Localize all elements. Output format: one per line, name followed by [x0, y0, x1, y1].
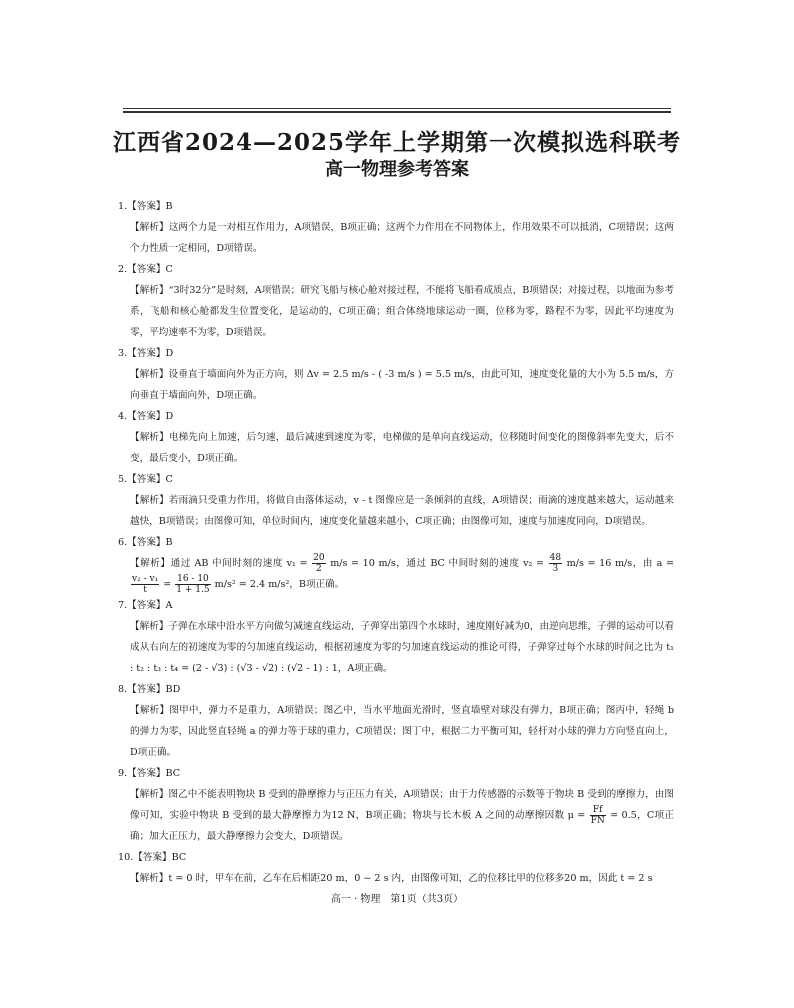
fraction-numerator: 48 — [549, 553, 562, 563]
explanation: 【解析】图甲中，弹力不是重力，A项错误；图乙中，当水平地面光滑时，竖直墙壁对球没有弹力，B项正确；图丙中，轻绳 b 的弹力为零，因此竖直轻绳 a 的弹力等于球的重力，C项错误；图丁中，根据二力平衡可知，轻杆对小球的弹力方向竖直向上，D项正确。 — [130, 705, 674, 758]
question-3 — [118, 343, 674, 406]
explanation-part: = 0.5，C项正确；加大正压力，最大静摩擦力会变大，D项错误。 — [130, 810, 674, 842]
explanation: 【解析】t = 0 时，甲车在前，乙车在后相距20 m，0 ~ 2 s 内，由图像可知，乙的位移比甲的位移多20 m，因此 t = 2 s — [130, 873, 653, 884]
answer-label: 3.【答案】D — [118, 348, 174, 359]
explanation — [130, 553, 674, 595]
explanation-part: 【解析】通过 AB 中间时刻的速度 v₁ = — [130, 558, 312, 569]
explanation-part: = — [160, 579, 175, 590]
fraction-denominator: 1 + 1.5 — [176, 585, 210, 595]
explanation — [130, 784, 674, 847]
fraction — [131, 574, 159, 595]
header-rule-thin — [123, 108, 671, 109]
answer-list — [118, 196, 674, 889]
page-subtitle: 高一物理参考答案 — [325, 159, 469, 180]
fraction-denominator: 3 — [552, 564, 559, 574]
fraction — [312, 553, 325, 574]
fraction-numerator: 16 - 10 — [177, 574, 209, 584]
question-1 — [118, 196, 674, 259]
answer-label: 2.【答案】C — [118, 264, 173, 275]
question-9 — [118, 763, 674, 847]
answer-label: 9.【答案】BC — [118, 768, 181, 779]
fraction-denominator: 2 — [316, 564, 322, 574]
question-6 — [118, 532, 674, 595]
explanation: 【解析】若雨滴只受重力作用，将做自由落体运动，v - t 图像应是一条倾斜的直线，A项错误；雨滴的速度越来越大，运动越来越快，B项错误；由图像可知，单位时间内，速度变化量越来越小，C项正确；由图像可知，速度与加速度同向，D项错误。 — [130, 495, 674, 527]
fraction-denominator: FN — [590, 816, 605, 826]
fraction-numerator: v₂ - v₁ — [132, 574, 159, 584]
fraction — [175, 574, 210, 595]
fraction — [590, 805, 606, 826]
answer-label: 1.【答案】B — [118, 201, 173, 212]
answer-label: 6.【答案】B — [118, 537, 173, 548]
header-rule-thick — [123, 111, 671, 113]
question-5 — [118, 469, 674, 532]
page-footer: 高一 · 物理 第1页（共3页） — [330, 894, 464, 905]
answer-label: 7.【答案】A — [118, 600, 173, 611]
explanation-part: m/s² = 2.4 m/s²，B项正确。 — [211, 579, 345, 590]
fraction-numerator: Ff — [590, 805, 606, 816]
explanation-part: 【解析】图乙中不能表明物块 B 受到的静摩擦力与正压力有关，A项错误；由于力传感器的示数等于物块 B 受到的摩擦力，由图像可知，实验中物块 B 受到的最大静摩擦力为12 N，B项正确；物块与长木板 A 之间的动摩擦因数 μ = — [130, 789, 674, 821]
answer-label: 4.【答案】D — [118, 411, 174, 422]
question-4 — [118, 406, 674, 469]
fraction — [549, 553, 562, 574]
explanation: 【解析】子弹在水球中沿水平方向做匀减速直线运动，子弹穿出第四个水球时，速度刚好减为0，由逆向思维，子弹的运动可以看成从右向左的初速度为零的匀加速直线运动，根据初速度为零的匀加速直线运动的推论可得，子弹穿过每个水球的时间之比为 t₁ : t₂ : t₃ : t₄ = (2 - √3) : (√3 - √2) : (√2 - 1) : 1，A项正确。 — [130, 621, 674, 674]
question-10 — [118, 847, 674, 889]
fraction-denominator: t — [143, 585, 147, 595]
answer-label: 5.【答案】C — [118, 474, 173, 485]
question-8 — [118, 679, 674, 763]
fraction-numerator: 20 — [313, 553, 325, 563]
answer-label: 10.【答案】BC — [118, 852, 187, 863]
page-title: 江西省2024—2025学年上学期第一次模拟选科联考 — [112, 129, 682, 156]
question-7 — [118, 595, 674, 679]
explanation-part: m/s = 16 m/s，由 a = — [563, 558, 674, 569]
explanation-part: m/s = 10 m/s，通过 BC 中间时刻的速度 v₂ = — [326, 558, 548, 569]
explanation: 【解析】设垂直于墙面向外为正方向，则 Δv = 2.5 m/s - ( -3 m/s ) = 5.5 m/s，由此可知，速度变化量的大小为 5.5 m/s，方向垂直于墙面向外，D项正确。 — [130, 369, 674, 401]
explanation: 【解析】电梯先向上加速，后匀速，最后减速到速度为零，电梯做的是单向直线运动，位移随时间变化的图像斜率先变大，后不变，最后变小，D项正确。 — [130, 432, 674, 464]
answer-label: 8.【答案】BD — [118, 684, 181, 695]
question-2 — [118, 259, 674, 343]
explanation: 【解析】“3时32分”是时刻，A项错误；研究飞船与核心舱对接过程，不能将飞船看成质点，B项错误；对接过程，以地面为参考系，飞船和核心舱都发生位置变化，是运动的，C项正确；组合体绕地球运动一圈，位移为零，路程不为零，因此平均速度为零，平均速率不为零，D项错误。 — [130, 285, 674, 338]
explanation: 【解析】这两个力是一对相互作用力，A项错误，B项正确；这两个力作用在不同物体上，作用效果不可以抵消，C项错误；这两个力性质一定相同，D项错误。 — [130, 222, 674, 254]
